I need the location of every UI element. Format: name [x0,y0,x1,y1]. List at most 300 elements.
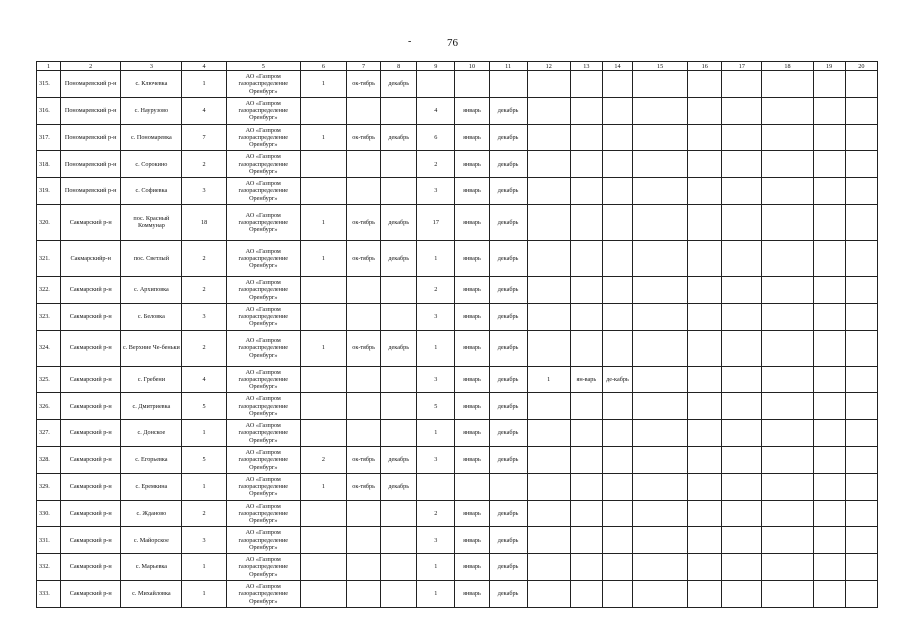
table-cell [688,330,722,366]
table-cell [527,527,570,554]
table-cell: январь [455,446,489,473]
table-cell: 320. [37,204,61,240]
table-cell: 1 [417,240,455,276]
table-cell [845,151,877,178]
table-row [37,97,878,124]
table-cell: АО «Газпром газораспределение Оренбург» [226,393,300,420]
table-cell: с. Михайловка [121,580,182,607]
table-cell: декабрь [489,240,527,276]
table-cell [527,580,570,607]
table-cell: декабрь [381,446,417,473]
table-cell [347,554,381,581]
table-cell [845,204,877,240]
table-cell [722,330,762,366]
table-cell: 1 [300,240,346,276]
table-cell [688,97,722,124]
table-cell [632,393,687,420]
table-cell: с. Марьевка [121,554,182,581]
table-cell: Пономаревский р-н [61,178,121,205]
table-cell [722,420,762,447]
table-cell [527,303,570,330]
table-cell [570,151,602,178]
table-cell [762,366,813,393]
table-cell: Сакмарский р-н [61,554,121,581]
table-cell: 325. [37,366,61,393]
table-cell: декабрь [381,124,417,151]
table-cell [527,124,570,151]
table-cell [602,97,632,124]
table-cell [300,527,346,554]
table-cell: Пономаревский р-н [61,71,121,98]
table-cell: 4 [182,366,226,393]
table-cell: 3 [182,527,226,554]
table-cell [570,500,602,527]
table-cell [347,580,381,607]
table-cell [722,151,762,178]
table-cell: январь [455,97,489,124]
table-cell [602,420,632,447]
table-cell: декабрь [489,97,527,124]
table-cell [845,500,877,527]
table-cell: январь [455,303,489,330]
table-cell [570,178,602,205]
header-cell: 11 [489,62,527,71]
table-cell: АО «Газпром газораспределение Оренбург» [226,580,300,607]
table-cell [813,393,845,420]
table-cell [762,330,813,366]
table-cell [845,97,877,124]
table-cell [762,473,813,500]
table-cell [381,554,417,581]
table-cell: Сакмарский р-н [61,527,121,554]
table-cell [762,71,813,98]
table-row [37,527,878,554]
table-cell: 323. [37,303,61,330]
table-cell: 315. [37,71,61,98]
table-cell: де-кабрь [602,366,632,393]
table-cell [813,71,845,98]
table-cell: 331. [37,527,61,554]
table-cell [381,580,417,607]
table-cell [813,240,845,276]
table-cell: 1 [300,71,346,98]
table-cell: Сакмарский р-н [61,366,121,393]
table-cell [570,554,602,581]
table-cell [527,151,570,178]
header-cell: 10 [455,62,489,71]
table-cell: АО «Газпром газораспределение Оренбург» [226,366,300,393]
table-cell [381,420,417,447]
table-cell [381,500,417,527]
table-cell [722,204,762,240]
table-cell [845,240,877,276]
table-cell [381,97,417,124]
table-cell: 1 [527,366,570,393]
table-cell: 5 [182,446,226,473]
table-cell [300,276,346,303]
table-cell: декабрь [489,446,527,473]
header-cell: 17 [722,62,762,71]
header-cell: 1 [37,62,61,71]
table-cell [602,240,632,276]
table-cell [570,420,602,447]
table-cell [813,500,845,527]
table-cell: 333. [37,580,61,607]
table-cell [602,473,632,500]
header-row [37,62,878,71]
table-cell [602,71,632,98]
table-cell: январь [455,330,489,366]
table-cell: декабрь [489,151,527,178]
table-cell: 319. [37,178,61,205]
table-cell [722,366,762,393]
table-cell: 2 [417,151,455,178]
table-cell: с. Беловка [121,303,182,330]
table-cell [527,240,570,276]
table-cell [722,303,762,330]
table-cell [632,420,687,447]
table-cell [688,124,722,151]
table-row [37,420,878,447]
table-cell: декабрь [381,330,417,366]
table-cell: с. Верхние Че-беньки [121,330,182,366]
table-cell: 3 [182,303,226,330]
table-cell: Сакмарский р-н [61,446,121,473]
table-cell: 2 [182,240,226,276]
table-cell [570,303,602,330]
table-cell [381,178,417,205]
table-cell: январь [455,276,489,303]
table-cell [570,71,602,98]
table-cell: АО «Газпром газораспределение Оренбург» [226,204,300,240]
table-cell: Сакмарский р-н [61,420,121,447]
table-cell [722,527,762,554]
table-cell: АО «Газпром газораспределение Оренбург» [226,71,300,98]
table-cell: 3 [417,446,455,473]
table-cell: Пономаревский р-н [61,97,121,124]
table-cell [688,446,722,473]
table-cell: 4 [182,97,226,124]
table-cell [762,580,813,607]
table-cell [722,240,762,276]
table-cell: 3 [417,303,455,330]
table-cell: 1 [417,420,455,447]
table-cell [570,240,602,276]
table-cell [845,71,877,98]
table-cell [632,240,687,276]
header-cell: 4 [182,62,226,71]
table-cell: 2 [417,276,455,303]
table-cell: 4 [417,97,455,124]
table-cell [602,303,632,330]
table-cell [347,527,381,554]
table-cell: 2 [182,500,226,527]
table-cell: январь [455,178,489,205]
table-cell [527,473,570,500]
table-cell [722,97,762,124]
header-cell: 3 [121,62,182,71]
table-cell [845,330,877,366]
table-cell [762,420,813,447]
table-cell: Сакмарский р-н [61,204,121,240]
table-cell [347,303,381,330]
table-cell [632,303,687,330]
table-cell: Сакмарский р-н [61,276,121,303]
table-cell [813,97,845,124]
table-cell: АО «Газпром газораспределение Оренбург» [226,446,300,473]
table-cell: 1 [300,124,346,151]
table-cell: с. Пономаревка [121,124,182,151]
table-cell [762,204,813,240]
table-cell [688,420,722,447]
table-cell: январь [455,554,489,581]
table-cell [813,204,845,240]
table-cell [489,71,527,98]
table-cell [688,554,722,581]
table-cell [527,330,570,366]
table-row [37,393,878,420]
header-cell: 5 [226,62,300,71]
table-cell: декабрь [489,580,527,607]
table-cell: Пономаревский р-н [61,124,121,151]
table-cell [527,446,570,473]
table-cell: декабрь [489,124,527,151]
table-cell [527,97,570,124]
table-cell [813,276,845,303]
table-cell [813,446,845,473]
table-cell: 5 [417,393,455,420]
table-cell [813,554,845,581]
table-cell [688,500,722,527]
table-cell: Сакмарский р-н [61,500,121,527]
table-cell [688,71,722,98]
table-cell [813,580,845,607]
table-cell: январь [455,393,489,420]
table-cell [722,446,762,473]
table-cell [381,527,417,554]
table-cell [602,527,632,554]
table-cell [570,527,602,554]
table-cell: январь [455,420,489,447]
table-cell: 1 [182,71,226,98]
header-cell: 20 [845,62,877,71]
table-cell [845,303,877,330]
table-cell [762,446,813,473]
table-cell [722,71,762,98]
table-cell [527,276,570,303]
header-cell: 13 [570,62,602,71]
table-cell [347,97,381,124]
table-cell [381,366,417,393]
header-cell: 8 [381,62,417,71]
table-row [37,473,878,500]
table-cell [300,420,346,447]
header-cell: 14 [602,62,632,71]
table-cell: 6 [417,124,455,151]
table-cell [762,527,813,554]
table-cell: с. Гребени [121,366,182,393]
table-cell [632,473,687,500]
table-cell [688,303,722,330]
table-cell: 322. [37,276,61,303]
table-cell: декабрь [489,500,527,527]
table-cell [347,178,381,205]
table-cell: 321. [37,240,61,276]
table-cell: АО «Газпром газораспределение Оренбург» [226,500,300,527]
table-row [37,151,878,178]
table-cell [813,178,845,205]
table-cell [602,580,632,607]
table-cell: ок-тябрь [347,240,381,276]
table-cell [347,151,381,178]
table-cell [632,71,687,98]
table-cell: декабрь [381,473,417,500]
table-cell: АО «Газпром газораспределение Оренбург» [226,330,300,366]
table-cell: ок-тябрь [347,124,381,151]
table-cell [570,580,602,607]
table-cell [845,446,877,473]
header-cell: 7 [347,62,381,71]
table-cell [762,500,813,527]
table-cell: 3 [182,178,226,205]
table-cell: декабрь [489,527,527,554]
table-cell [602,151,632,178]
table-cell [570,330,602,366]
table-cell: Сакмарский р-н [61,473,121,500]
table-cell: 3 [417,178,455,205]
table-cell [722,554,762,581]
table-cell: 1 [300,330,346,366]
table-cell: Сакмарский р-н [61,580,121,607]
table-row [37,71,878,98]
table-cell [602,204,632,240]
table-cell: декабрь [489,303,527,330]
table-cell: АО «Газпром газораспределение Оренбург» [226,303,300,330]
table-cell [455,71,489,98]
table-cell: АО «Газпром газораспределение Оренбург» [226,178,300,205]
table-cell: 1 [417,330,455,366]
table-cell [845,473,877,500]
table-cell [381,303,417,330]
table-cell [632,366,687,393]
table-row [37,204,878,240]
table-cell: АО «Газпром газораспределение Оренбург» [226,124,300,151]
table-cell: январь [455,366,489,393]
table-cell [813,420,845,447]
header-cell: 2 [61,62,121,71]
table-cell [845,124,877,151]
table-cell: 1 [182,554,226,581]
table-cell [602,446,632,473]
table-cell [347,366,381,393]
table-cell [570,393,602,420]
table-cell [570,473,602,500]
table-cell [602,276,632,303]
table-cell: декабрь [489,554,527,581]
page-number: 76 [447,37,458,49]
table-cell [602,124,632,151]
table-cell: 3 [417,366,455,393]
table-cell: 2 [182,151,226,178]
table-cell [632,554,687,581]
table-cell: 5 [182,393,226,420]
table-cell [300,178,346,205]
table-cell: Сакмарский р-н [61,330,121,366]
header-cell: 18 [762,62,813,71]
table-cell [632,276,687,303]
table-cell: 324. [37,330,61,366]
table-cell [347,276,381,303]
table-cell [813,366,845,393]
table-cell: с. Софиевка [121,178,182,205]
table-row [37,178,878,205]
header-cell: 19 [813,62,845,71]
table-row [37,124,878,151]
table-cell [381,393,417,420]
table-cell [632,178,687,205]
table-cell [688,240,722,276]
table-cell: декабрь [381,204,417,240]
table-cell [347,420,381,447]
table-cell: 1 [182,473,226,500]
table-cell [688,473,722,500]
table-cell: декабрь [489,366,527,393]
table-cell: с. Еремкина [121,473,182,500]
table-cell [813,473,845,500]
table-cell: 1 [182,580,226,607]
table-cell: АО «Газпром газораспределение Оренбург» [226,240,300,276]
table-cell [845,276,877,303]
table-cell [602,178,632,205]
table-cell [570,124,602,151]
table-cell: декабрь [381,240,417,276]
table-cell: январь [455,151,489,178]
table-cell [813,527,845,554]
table-cell [688,580,722,607]
table-cell [845,366,877,393]
table-cell [602,330,632,366]
table-cell [570,276,602,303]
table-cell [762,124,813,151]
table-cell [762,303,813,330]
header-cell: 12 [527,62,570,71]
table-cell: 317. [37,124,61,151]
table-cell [762,240,813,276]
table-cell: Сакмарский р-н [61,393,121,420]
table-cell [632,330,687,366]
table-cell [762,151,813,178]
table-cell [417,473,455,500]
table-cell: 332. [37,554,61,581]
table-cell [632,97,687,124]
table-cell: 1 [300,473,346,500]
table-cell: с. Ключевка [121,71,182,98]
table-cell: 1 [417,554,455,581]
table-cell [300,580,346,607]
table-cell [527,554,570,581]
table-cell [722,124,762,151]
table-cell: АО «Газпром газораспределение Оренбург» [226,527,300,554]
table-cell: январь [455,204,489,240]
table-cell [489,473,527,500]
table-cell: декабрь [489,178,527,205]
table-cell [845,527,877,554]
table-cell [722,393,762,420]
table-cell: январь [455,124,489,151]
table-cell [722,178,762,205]
table-cell [688,393,722,420]
table-cell: ян-варь [570,366,602,393]
